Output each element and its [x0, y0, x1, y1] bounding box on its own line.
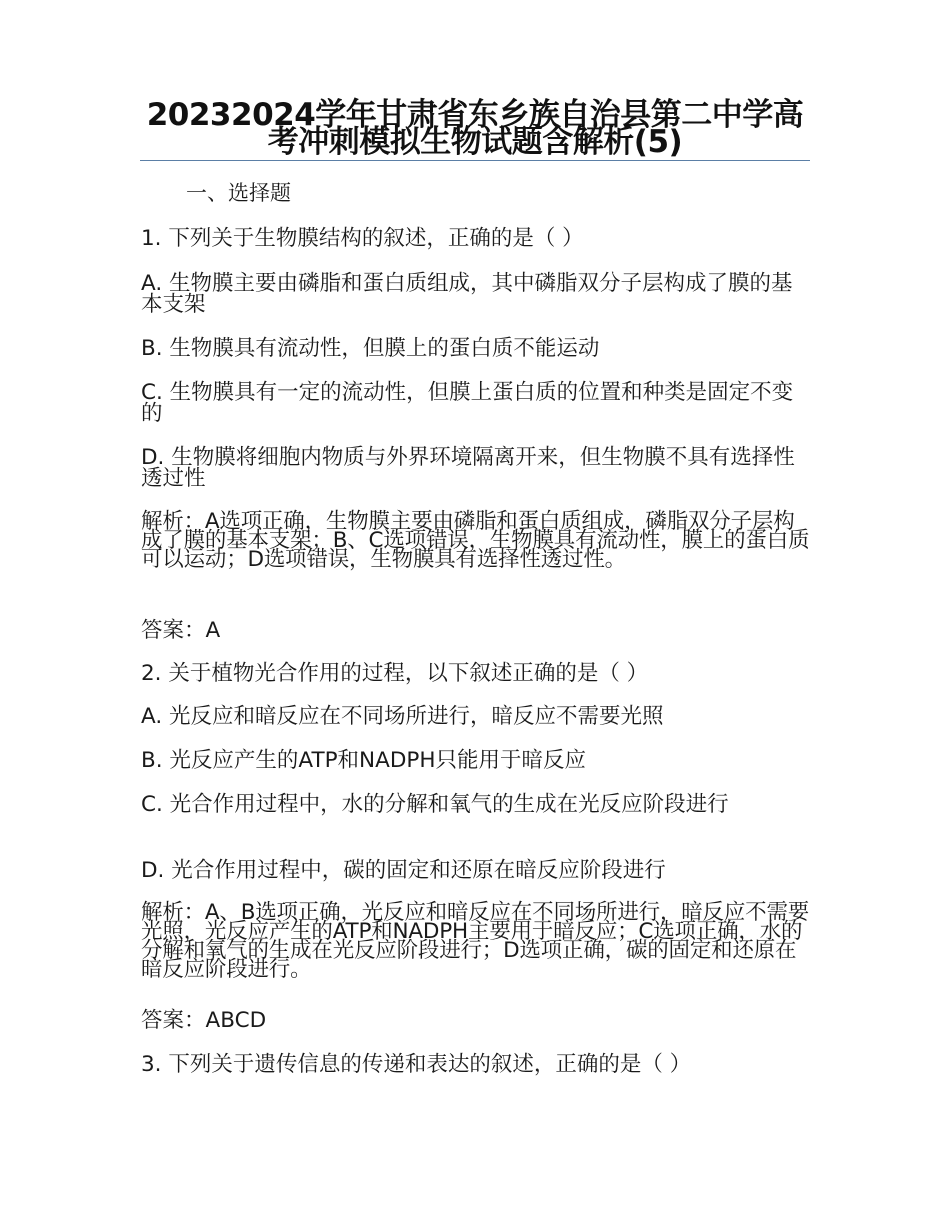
question-3: 3. 下列关于遗传信息的传递和表达的叙述，正确的是（ ）: [141, 1052, 692, 1077]
document-title: 20232024学年甘肃省东乡族自治县第二中学高考冲刺模拟生物试题含解析(5): [146, 97, 804, 160]
q1-answer: 答案：A: [141, 618, 221, 643]
q2-option-c: C. 光合作用过程中，水的分解和氧气的生成在光反应阶段进行: [141, 792, 729, 817]
q1-option-c: C. 生物膜具有一定的流动性，但膜上蛋白质的位置和种类是固定不变的: [141, 380, 794, 426]
q2-analysis: 解析：A、B选项正确，光反应和暗反应在不同场所进行，暗反应不需要光照，光反应产生的ATP和NADPH主要用于暗反应；C选项正确，水的分解和氧气的生成在光反应阶段进行；D选项正确，碳的固定和还原在暗反应阶段进行。: [141, 900, 810, 982]
q1-option-a: A. 生物膜主要由磷脂和蛋白质组成，其中磷脂双分子层构成了膜的基本支架: [141, 271, 793, 317]
q2-answer: 答案：ABCD: [141, 1008, 267, 1033]
question-2: 2. 关于植物光合作用的过程，以下叙述正确的是（ ）: [141, 661, 649, 686]
q1-analysis: 解析：A选项正确，生物膜主要由磷脂和蛋白质组成，磷脂双分子层构成了膜的基本支架；B、C选项错误，生物膜具有流动性，膜上的蛋白质可以运动；D选项错误，生物膜具有选择性透过性。: [141, 509, 810, 572]
q2-option-a: A. 光反应和暗反应在不同场所进行，暗反应不需要光照: [141, 704, 664, 729]
q2-option-b: B. 光反应产生的ATP和NADPH只能用于暗反应: [141, 748, 587, 773]
section-heading: 一、选择题: [186, 181, 291, 205]
q1-option-b: B. 生物膜具有流动性，但膜上的蛋白质不能运动: [141, 336, 600, 361]
question-1: 1. 下列关于生物膜结构的叙述，正确的是（ ）: [141, 226, 584, 251]
title-underline: [140, 160, 810, 161]
q1-option-d: D. 生物膜将细胞内物质与外界环境隔离开来，但生物膜不具有选择性透过性: [141, 445, 795, 491]
q2-option-d: D. 光合作用过程中，碳的固定和还原在暗反应阶段进行: [141, 858, 666, 883]
